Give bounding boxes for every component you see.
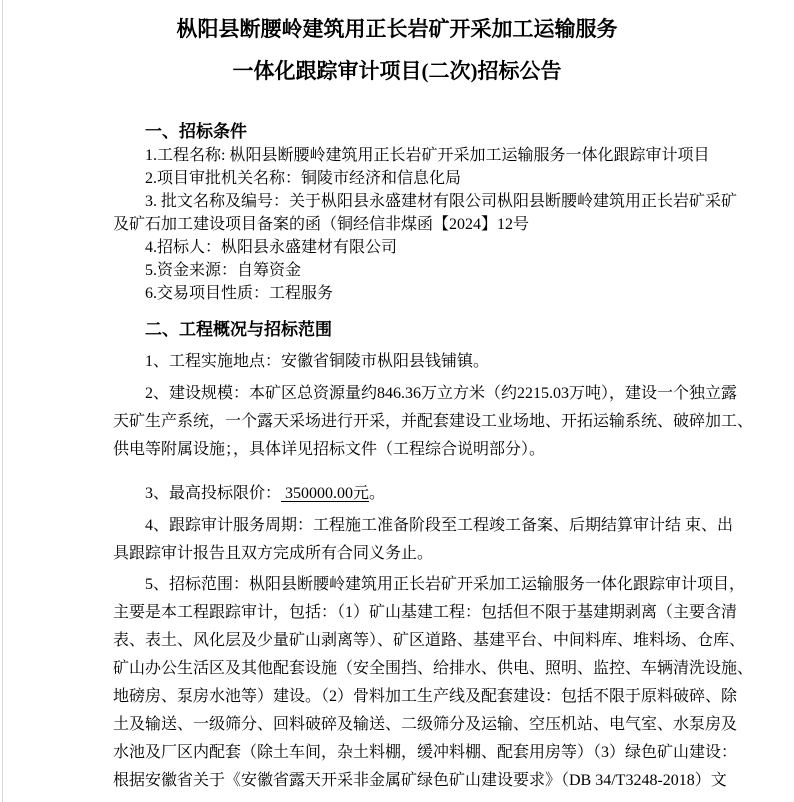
paragraph-location: 1、工程实施地点：安徽省铜陵市枞阳县钱铺镇。 — [145, 353, 490, 370]
paragraph-scale-line-2: 天矿生产系统，一个露天采场进行开采，并配套建设工业场地、开拓运输系统、破碎加工、 — [113, 413, 754, 430]
paragraph-scope-line-8: 根据安徽省关于《安徽省露天开采非金属矿绿色矿山建设要求》（DB 34/T3248-2018）文 — [113, 772, 727, 789]
section-1-item-funding-source: 5.资金来源：自筹资金 — [145, 262, 302, 279]
section-1-heading: 一、招标条件 — [145, 122, 247, 141]
paragraph-scope-line-1: 5、招标范围：枞阳县断腰岭建筑用正长岩矿开采加工运输服务一体化跟踪审计项目， — [145, 576, 746, 593]
paragraph-scale-line-1: 2、建设规模：本矿区总资源量约846.36万立方米（约2215.03万吨），建设一个独立露 — [145, 385, 738, 402]
section-1-item-project-nature: 6.交易项目性质：工程服务 — [145, 285, 334, 302]
document-body — [0, 120, 794, 795]
document-title — [0, 0, 794, 92]
price-limit-label: 3、最高投标限价： — [145, 485, 282, 502]
paragraph-scope-line-3: 表、表土、风化层及少量矿山剥离等）、矿区道路、基建平台、中间料库、堆料场、仓库、 — [113, 632, 746, 649]
section-1-item-approval-doc-line-1: 3. 批文名称及编号：关于枞阳县永盛建材有限公司枞阳县断腰岭建筑用正长岩矿采矿 — [145, 193, 738, 210]
page-left-edge-line — [2, 0, 3, 802]
section-1-item-approval-doc-line-2: 及矿石加工建设项目备案的函（铜经信非煤函【2024】12号 — [113, 216, 530, 233]
price-limit-suffix: 。 — [369, 485, 386, 502]
section-1-item-project-name: 1.工程名称: 枞阳县断腰岭建筑用正长岩矿开采加工运输服务一体化跟踪审计项目 — [145, 147, 710, 164]
paragraph-price-limit — [113, 480, 776, 508]
paragraph-scope-line-5: 地磅房、泵房水池等）建设。（2）骨料加工生产线及配套建设：包括不限于原料破碎、除 — [113, 688, 738, 705]
paragraph-scope-line-7: 水池及厂区内配套（除土车间，杂土料棚，缓冲料棚、配套用房等）（3）绿色矿山建设： — [113, 744, 738, 761]
paragraph-scope-line-2: 主要是本工程跟踪审计，包括：（1）矿山基建工程：包括但不限于基建期剥离（主要含清 — [113, 604, 738, 621]
paragraph-scale-line-3: 供电等附属设施；，具体详见招标文件（工程综合说明部分）。 — [113, 441, 546, 458]
paragraph-audit-period-line-2: 具跟踪审计报告且双方完成所有合同义务止。 — [113, 545, 434, 562]
document-title-line-2: 一体化跟踪审计项目(二次)招标公告 — [232, 59, 562, 83]
section-2-heading: 二、工程概况与招标范围 — [145, 320, 332, 339]
paragraph-scope-line-4: 矿山办公生活区及其他配套设施（安全围挡、给排水、供电、照明、监控、车辆清洗设施、 — [113, 660, 754, 677]
paragraph-scope-line-6: 土及输送、一级筛分、回料破碎及输送、二级筛分及运输、空压机站、电气室、水泵房及 — [113, 716, 738, 733]
paragraph-audit-period-line-1: 4、跟踪审计服务周期：工程施工准备阶段至工程竣工备案、后期结算审计结 束、出 — [145, 517, 734, 534]
price-limit-value: 350000.00元 — [281, 485, 370, 502]
section-1-item-approval-authority: 2.项目审批机关名称：铜陵市经济和信息化局 — [145, 170, 462, 187]
section-1-item-tenderee: 4.招标人：枞阳县永盛建材有限公司 — [145, 239, 398, 256]
document-title-line-1: 枞阳县断腰岭建筑用正长岩矿开采加工运输服务 — [176, 17, 618, 41]
